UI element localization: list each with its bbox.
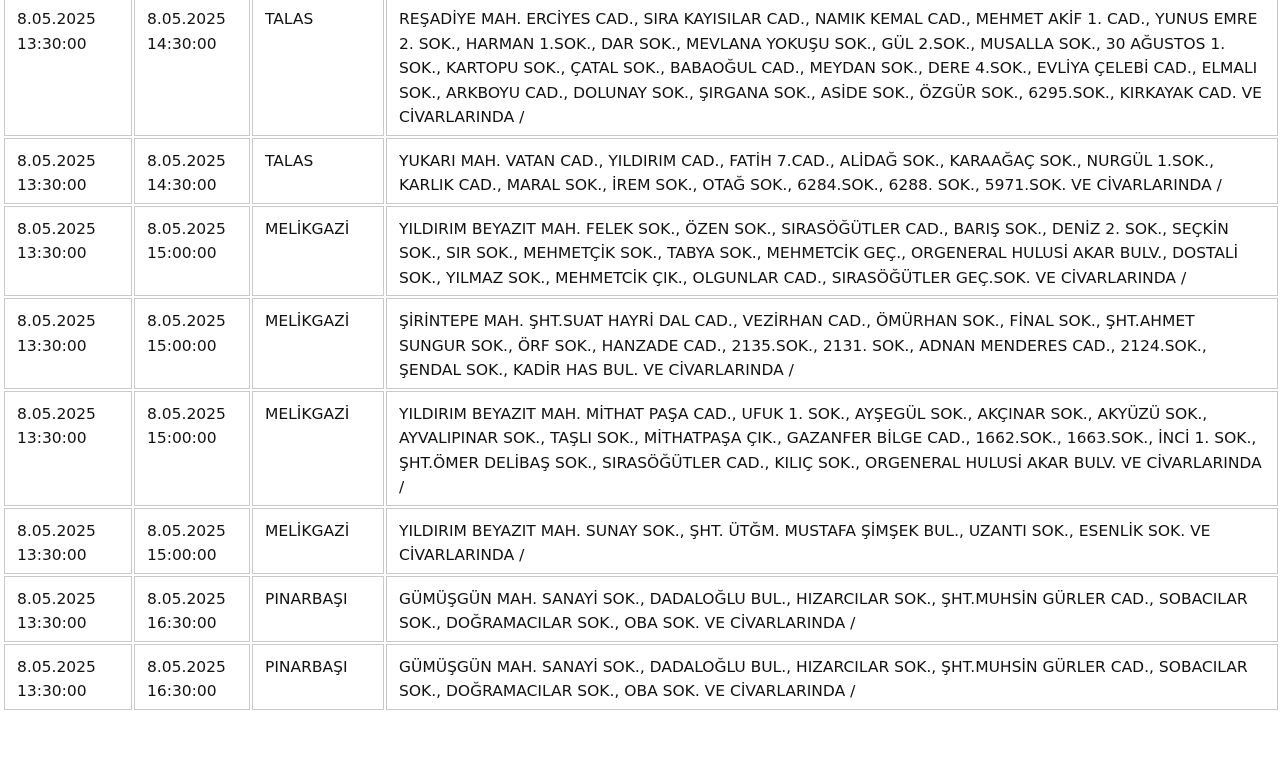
description-text: REŞADİYE MAH. ERCİYES CAD., SIRA KAYISILAR CAD., NAMIK KEMAL CAD., MEHMET AKİF 1. CAD., YUNUS EMRE 2. SOK., HARMAN 1.SOK., DAR SOK., MEVLANA YOKUŞU SOK., GÜL 2.SOK., MUSALLA SOK., 30 AĞUSTOS 1. SOK., KARTOPU SOK., ÇATAL SOK., BABAOĞUL CAD., MEYDAN SOK., DERE 4.SOK., EVLİYA ÇELEBİ CAD., ELMALI SOK., ARKBOYU CAD., DOLUNAY SOK., ŞIRGANA SOK., ASİDE SOK., ÖZGÜR SOK., 6295.SOK., KIRKAYAK CAD. VE CİVARLARINDA / (399, 10, 1262, 126)
district-cell (252, 138, 384, 204)
end-date-text: 8.05.2025 (147, 10, 226, 28)
outage-table-body (4, 0, 1278, 710)
table-row (4, 508, 1278, 574)
start-date-text: 8.05.2025 (17, 219, 96, 238)
district-cell (252, 391, 384, 506)
end-date-text: 8.05.2025 (147, 521, 226, 540)
start-datetime-cell (4, 391, 132, 506)
affected-streets-cell (386, 0, 1278, 136)
description-text: GÜMÜŞGÜN MAH. SANAYİ SOK., DADALOĞLU BUL., HIZARCILAR SOK., ŞHT.MUHSİN GÜRLER CAD., SOBACILAR SOK., DOĞRAMACILAR SOK., OBA SOK. VE CİVARLARINDA / (399, 589, 1248, 632)
table-row (4, 298, 1278, 389)
affected-streets-cell (386, 298, 1278, 389)
description-text: GÜMÜŞGÜN MAH. SANAYİ SOK., DADALOĞLU BUL., HIZARCILAR SOK., ŞHT.MUHSİN GÜRLER CAD., SOBACILAR SOK., DOĞRAMACILAR SOK., OBA SOK. VE CİVARLARINDA / (399, 657, 1248, 700)
start-datetime-cell (4, 576, 132, 642)
description-text: ŞİRİNTEPE MAH. ŞHT.SUAT HAYRİ DAL CAD., VEZİRHAN CAD., ÖMÜRHAN SOK., FİNAL SOK., ŞHT.AHMET SUNGUR SOK., ÖRF SOK., HANZADE CAD., 2135.SOK., 2131. SOK., ADNAN MENDERES CAD., 2124.SOK., ŞENDAL SOK., KADİR HAS BUL. VE CİVARLARINDA / (399, 312, 1207, 379)
affected-streets-cell (386, 391, 1278, 506)
end-datetime-cell (134, 576, 250, 642)
table-row (4, 391, 1278, 506)
start-datetime-cell (4, 206, 132, 297)
start-time-text: 13:30:00 (17, 614, 87, 632)
affected-streets-cell (386, 138, 1278, 204)
outage-table (2, 0, 1280, 712)
description-text: YUKARI MAH. VATAN CAD., YILDIRIM CAD., FATİH 7.CAD., ALİDAĞ SOK., KARAAĞAÇ SOK., NURGÜL 1.SOK., KARLIK CAD., MARAL SOK., İREM SOK., OTAĞ SOK., 6284.SOK., 6288. SOK., 5971.SOK. VE CİVARLARINDA / (399, 151, 1222, 194)
affected-streets-cell (386, 644, 1278, 710)
end-datetime-cell (134, 508, 250, 574)
start-date-text: 8.05.2025 (17, 404, 96, 423)
end-datetime-cell (134, 298, 250, 389)
table-row (4, 138, 1278, 204)
end-datetime-cell (134, 391, 250, 506)
affected-streets-cell (386, 206, 1278, 297)
start-time-text: 13:30:00 (17, 336, 87, 355)
end-time-text: 16:30:00 (147, 682, 217, 700)
description-text: YILDIRIM BEYAZIT MAH. MİTHAT PAŞA CAD., UFUK 1. SOK., AYŞEGÜL SOK., AKÇINAR SOK., AKYÜZÜ SOK., AYVALIPINAR SOK., TAŞLI SOK., MİTHATPAŞA ÇIK., GAZANFER BİLGE CAD., 1662.SOK., 1663.SOK., İNCİ 1. SOK., ŞHT.ÖMER DELİBAŞ SOK., SIRASÖĞÜTLER CAD., KILIÇ SOK., ORGENERAL HULUSİ AKAR BULV. VE CİVARLARINDA / (399, 404, 1262, 496)
start-datetime-cell (4, 0, 132, 136)
start-datetime-cell (4, 508, 132, 574)
affected-streets-cell (386, 576, 1278, 642)
start-time-text: 13:30:00 (17, 176, 87, 194)
start-datetime-cell (4, 644, 132, 710)
district-text: PINARBAŞI (265, 589, 348, 608)
district-text: TALAS (265, 151, 314, 170)
start-time-text: 13:30:00 (17, 546, 87, 564)
district-text: PINARBAŞI (265, 657, 348, 676)
start-datetime-cell (4, 298, 132, 389)
description-text: YILDIRIM BEYAZIT MAH. SUNAY SOK., ŞHT. ÜTĞM. MUSTAFA ŞİMŞEK BUL., UZANTI SOK., ESENLİK SOK. VE CİVARLARINDA / (399, 521, 1211, 564)
start-date-text: 8.05.2025 (17, 10, 96, 28)
table-row (4, 206, 1278, 297)
district-cell (252, 508, 384, 574)
end-date-text: 8.05.2025 (147, 219, 226, 238)
end-date-text: 8.05.2025 (147, 312, 226, 330)
start-time-text: 13:30:00 (17, 682, 87, 700)
district-text: MELİKGAZİ (265, 219, 350, 238)
end-date-text: 8.05.2025 (147, 657, 226, 676)
start-time-text: 13:30:00 (17, 34, 87, 53)
district-cell (252, 644, 384, 710)
start-date-text: 8.05.2025 (17, 589, 96, 608)
end-date-text: 8.05.2025 (147, 589, 226, 608)
district-text: MELİKGAZİ (265, 404, 350, 423)
start-datetime-cell (4, 138, 132, 204)
start-time-text: 13:30:00 (17, 244, 87, 262)
end-date-text: 8.05.2025 (147, 151, 226, 170)
district-text: TALAS (265, 10, 314, 28)
end-datetime-cell (134, 138, 250, 204)
table-row (4, 0, 1278, 136)
description-text: YILDIRIM BEYAZIT MAH. FELEK SOK., ÖZEN SOK., SIRASÖĞÜTLER CAD., BARIŞ SOK., DENİZ 2. SOK., SEÇKİN SOK., SIR SOK., MEHMETÇİK SOK., TABYA SOK., MEHMETCİK GEÇ., ORGENERAL HULUSİ AKAR BULV., DOSTALİ SOK., YILMAZ SOK., MEHMETCİK ÇIK., OLGUNLAR CAD., SIRASÖĞÜTLER GEÇ.SOK. VE CİVARLARINDA / (399, 219, 1239, 287)
affected-streets-cell (386, 508, 1278, 574)
end-datetime-cell (134, 206, 250, 297)
table-row (4, 576, 1278, 642)
end-date-text: 8.05.2025 (147, 404, 226, 423)
district-text: MELİKGAZİ (265, 312, 350, 330)
end-datetime-cell (134, 0, 250, 136)
end-time-text: 15:00:00 (147, 336, 217, 355)
end-time-text: 15:00:00 (147, 546, 217, 564)
start-time-text: 13:30:00 (17, 429, 87, 447)
district-cell (252, 0, 384, 136)
district-cell (252, 298, 384, 389)
end-time-text: 14:30:00 (147, 176, 217, 194)
district-cell (252, 206, 384, 297)
end-time-text: 15:00:00 (147, 429, 217, 447)
start-date-text: 8.05.2025 (17, 521, 96, 540)
district-text: MELİKGAZİ (265, 521, 350, 540)
end-time-text: 14:30:00 (147, 34, 217, 53)
start-date-text: 8.05.2025 (17, 312, 96, 330)
end-datetime-cell (134, 644, 250, 710)
end-time-text: 15:00:00 (147, 244, 217, 262)
table-row (4, 644, 1278, 710)
district-cell (252, 576, 384, 642)
start-date-text: 8.05.2025 (17, 151, 96, 170)
start-date-text: 8.05.2025 (17, 657, 96, 676)
end-time-text: 16:30:00 (147, 614, 217, 632)
